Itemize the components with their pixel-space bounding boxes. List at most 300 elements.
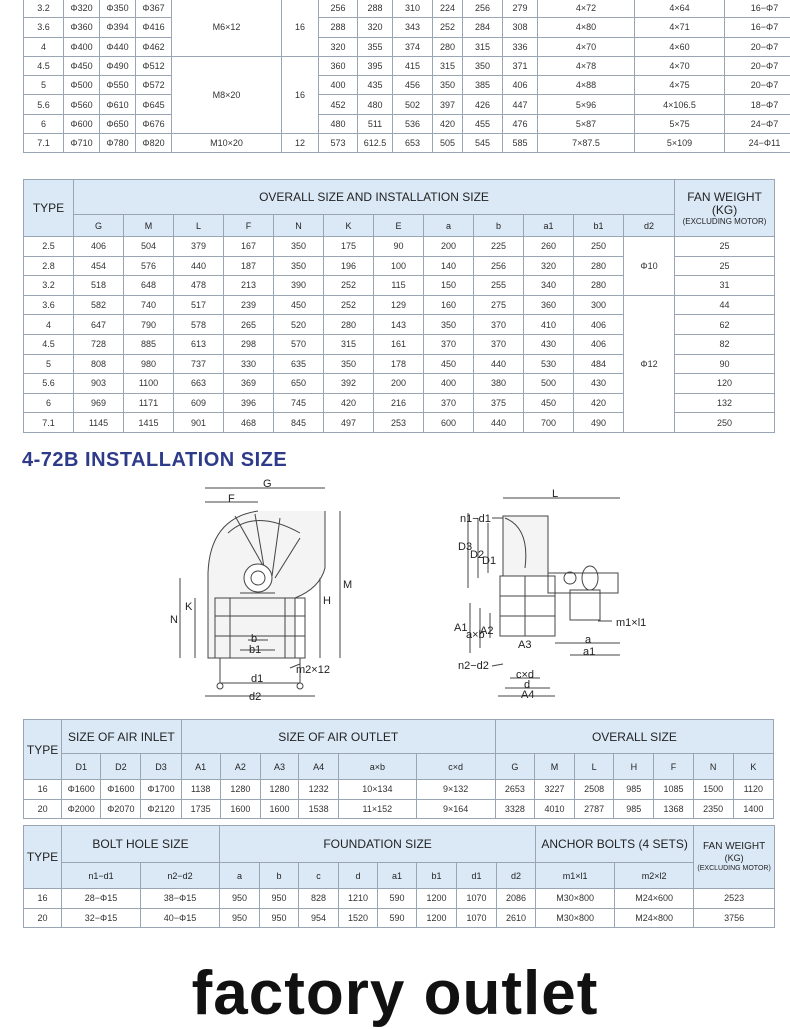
table-cell: M [534, 754, 574, 780]
table-cell: 62 [675, 315, 775, 335]
table-cell: 4×78 [538, 56, 635, 75]
table-cell: 129 [374, 295, 424, 315]
table-cell: 150 [424, 276, 474, 296]
label-m1xl1: m1×l1 [616, 617, 647, 629]
table-cell: 255 [474, 276, 524, 296]
table-cell: 2350 [693, 799, 733, 819]
table-cell: 330 [224, 354, 274, 374]
table-cell: 225 [474, 237, 524, 257]
table-cell: 497 [324, 413, 374, 433]
table-cell: 9×132 [416, 780, 495, 800]
table-cell: Φ394 [100, 18, 136, 37]
factory-outlet-banner: factory outlet [191, 959, 599, 1028]
table-cell: 600 [424, 413, 474, 433]
table-row [24, 18, 790, 37]
table-cell: 950 [220, 908, 260, 928]
table-cell: 406 [74, 237, 124, 257]
table-cell: K [733, 754, 773, 780]
table-cell: 410 [524, 315, 574, 335]
table-cell: 20 [24, 799, 62, 819]
table-cell: Φ416 [136, 18, 172, 37]
label-a4: A4 [521, 689, 535, 701]
table-cell: 28−Φ15 [62, 889, 141, 909]
table-cell: A1 [181, 754, 220, 780]
table-cell: 370 [424, 393, 474, 413]
table-cell: 4×60 [635, 37, 725, 56]
table-cell: 400 [424, 374, 474, 394]
table-cell: Φ550 [100, 76, 136, 95]
table-cell: 885 [124, 334, 174, 354]
table-row [24, 76, 790, 95]
table-cell: 828 [299, 889, 339, 909]
table-cell: 196 [324, 256, 374, 276]
table-cell: H [614, 754, 654, 780]
table-cell: 25 [675, 237, 775, 257]
table-cell: 256 [319, 0, 358, 18]
label-d3: D3 [458, 541, 473, 553]
table-cell: 430 [524, 334, 574, 354]
table-cell: 1735 [181, 799, 220, 819]
table-cell: 1171 [124, 393, 174, 413]
table-cell: 16−Φ7 [725, 0, 790, 18]
table-cell: 518 [74, 276, 124, 296]
table-cell: 700 [524, 413, 574, 433]
table-cell: 500 [524, 374, 574, 394]
table-cell: 4.5 [24, 56, 64, 75]
side-view-drawing [468, 498, 620, 696]
table-cell: 379 [174, 237, 224, 257]
table-cell: 985 [614, 780, 654, 800]
table-cell: 950 [260, 889, 299, 909]
table-cell: 40−Φ15 [141, 908, 220, 928]
table-air-inlet-outlet-overall [23, 719, 774, 819]
table-cell: 132 [675, 393, 775, 413]
table-cell: 545 [463, 134, 503, 153]
foundation-header: FOUNDATION SIZE [220, 826, 536, 863]
table-cell: Φ360 [64, 18, 100, 37]
table-cell: 100 [374, 256, 424, 276]
table-cell: 1070 [457, 908, 497, 928]
table-cell: 280 [574, 276, 624, 296]
table-cell: 38−Φ15 [141, 889, 220, 909]
table-cell: b1 [574, 215, 624, 237]
table-cell: Φ600 [64, 114, 100, 133]
table-row [24, 95, 790, 114]
table-cell: Φ462 [136, 37, 172, 56]
table-cell: 265 [224, 315, 274, 335]
table-cell: 308 [503, 18, 538, 37]
label-a3-upper: A3 [518, 639, 532, 651]
table-cell: 350 [463, 56, 503, 75]
table-cell: 370 [474, 334, 524, 354]
table-cell: A2 [220, 754, 260, 780]
table-cell: 648 [124, 276, 174, 296]
table-cell: 585 [503, 134, 538, 153]
table-cell: 1085 [654, 780, 693, 800]
table-cell: Φ320 [64, 0, 100, 18]
table-cell: 435 [358, 76, 393, 95]
table-cell: 511 [358, 114, 393, 133]
table-cell: 4×80 [538, 18, 635, 37]
table-cell: Φ2070 [101, 799, 141, 819]
table-cell: M [124, 215, 174, 237]
table-cell: 370 [424, 334, 474, 354]
table-cell: n1−d1 [62, 863, 141, 889]
table-row [24, 720, 774, 754]
table-cell: Φ350 [100, 0, 136, 18]
air-inlet-header: SIZE OF AIR INLET [62, 720, 181, 754]
table-cell: 2508 [575, 780, 614, 800]
table-cell: 350 [424, 315, 474, 335]
type-header: TYPE [24, 180, 74, 237]
table-cell: 728 [74, 334, 124, 354]
table-cell: Φ820 [136, 134, 172, 153]
table-cell: 20 [24, 908, 62, 928]
table-cell: M6×12 [172, 0, 282, 56]
label-a1-lower: a1 [583, 646, 596, 658]
table-cell: 360 [319, 56, 358, 75]
anchor-bolts-header: ANCHOR BOLTS (4 SETS) [536, 826, 694, 863]
table-cell: 969 [74, 393, 124, 413]
table-cell: 200 [374, 374, 424, 394]
table-cell: 3.2 [24, 276, 74, 296]
table-cell: 985 [614, 799, 654, 819]
table-cell: 140 [424, 256, 474, 276]
table-cell: 252 [324, 276, 374, 296]
table-cell: 635 [274, 354, 324, 374]
table-cell: 24−Φ11 [725, 134, 790, 153]
table-cell: 310 [393, 0, 433, 18]
table-cell: 1210 [339, 889, 378, 909]
table-cell: 1600 [260, 799, 298, 819]
table-cell: 178 [374, 354, 424, 374]
type-header: TYPE [24, 720, 62, 780]
table-cell: m2×l2 [615, 863, 694, 889]
table-cell: 2523 [694, 889, 775, 909]
table-cell: 298 [224, 334, 274, 354]
table-row [24, 908, 775, 928]
table-cell: 315 [463, 37, 503, 56]
table-cell: 279 [503, 0, 538, 18]
table-cell: 1138 [181, 780, 220, 800]
table-cell: 950 [220, 889, 260, 909]
table-cell: 32−Φ15 [62, 908, 141, 928]
table-cell: 447 [503, 95, 538, 114]
table-cell: G [74, 215, 124, 237]
table-cell: 350 [324, 354, 374, 374]
table-cell: 5 [24, 354, 74, 374]
table-cell: 4×72 [538, 0, 635, 18]
table-cell: 167 [224, 237, 274, 257]
table-cell: 808 [74, 354, 124, 374]
table-cell: a1 [378, 863, 417, 889]
table-cell: 371 [503, 56, 538, 75]
table-cell: Φ572 [136, 76, 172, 95]
table-cell: m1×l1 [536, 863, 615, 889]
table-cell: 406 [503, 76, 538, 95]
table-cell: 440 [474, 413, 524, 433]
table-cell: 653 [393, 134, 433, 153]
table-cell: 16 [282, 56, 319, 133]
table-cell: 737 [174, 354, 224, 374]
table-cell: 1070 [457, 889, 497, 909]
table-cell: 456 [393, 76, 433, 95]
table-cell: 450 [524, 393, 574, 413]
table-cell: 4×106.5 [635, 95, 725, 114]
table-cell: 450 [274, 295, 324, 315]
table-cell: 1120 [733, 780, 773, 800]
table-fan-inlet-outlet-continued [23, 0, 790, 153]
table-cell: 1200 [417, 908, 457, 928]
table-cell: 4010 [534, 799, 574, 819]
table-cell: Φ650 [100, 114, 136, 133]
table-cell: 4×75 [635, 76, 725, 95]
label-b1: b1 [249, 644, 262, 656]
table-row [24, 754, 774, 780]
table-cell: Φ610 [100, 95, 136, 114]
label-k: K [185, 601, 193, 613]
table-cell: 2653 [495, 780, 534, 800]
label-a1-upper: A1 [454, 622, 468, 634]
label-h: H [323, 595, 331, 607]
table-cell: 440 [174, 256, 224, 276]
table-cell: 300 [574, 295, 624, 315]
table-cell: Φ560 [64, 95, 100, 114]
table-cell: 7×87.5 [538, 134, 635, 153]
table-cell: Φ450 [64, 56, 100, 75]
table-cell: 1100 [124, 374, 174, 394]
table-cell: 4 [24, 37, 64, 56]
table-cell: 5×87 [538, 114, 635, 133]
table-cell: a×b [339, 754, 416, 780]
fan-weight-header: FAN WEIGHT (KG) (EXCLUDING MOTOR) [694, 826, 775, 889]
table-cell: F [654, 754, 693, 780]
table-cell: 1280 [220, 780, 260, 800]
label-d: d [524, 679, 531, 691]
table-row [24, 295, 775, 315]
type-header: TYPE [24, 826, 62, 889]
table-cell: Φ512 [136, 56, 172, 75]
table-cell: 420 [324, 393, 374, 413]
table-cell: 25 [675, 256, 775, 276]
table-cell: 420 [433, 114, 463, 133]
table-cell: a1 [524, 215, 574, 237]
table-cell: M10×20 [172, 134, 282, 153]
d2-group-2: Φ12 [624, 295, 675, 432]
table-cell: K [324, 215, 374, 237]
table-cell: Φ1600 [62, 780, 101, 800]
label-a2-upper: A2 [480, 625, 494, 637]
label-a-lower: a [585, 634, 592, 646]
table-cell: 239 [224, 295, 274, 315]
table-cell: 502 [393, 95, 433, 114]
table-cell: Φ1600 [101, 780, 141, 800]
table-cell: 7.1 [24, 134, 64, 153]
table-cell: b [260, 863, 299, 889]
table-cell: 16 [24, 889, 62, 909]
table-cell: 536 [393, 114, 433, 133]
table-cell: 613 [174, 334, 224, 354]
table-cell: 426 [463, 95, 503, 114]
table-cell: 663 [174, 374, 224, 394]
table-cell: 16 [282, 0, 319, 56]
table-cell: 12 [282, 134, 319, 153]
table-cell: A4 [299, 754, 339, 780]
table-cell: a [424, 215, 474, 237]
table-cell: Φ367 [136, 0, 172, 18]
table-cell: 647 [74, 315, 124, 335]
table-cell: 4×88 [538, 76, 635, 95]
table-cell: 256 [463, 0, 503, 18]
table-cell: 1145 [74, 413, 124, 433]
table-cell: A3 [260, 754, 298, 780]
table-cell: 374 [393, 37, 433, 56]
table-cell: 252 [433, 18, 463, 37]
table-cell: 1200 [417, 889, 457, 909]
table-cell: 160 [424, 295, 474, 315]
table-cell: Φ1700 [141, 780, 181, 800]
table-cell: 90 [374, 237, 424, 257]
table-cell: 450 [424, 354, 474, 374]
table-cell: 5×96 [538, 95, 635, 114]
table-cell: 609 [174, 393, 224, 413]
table-cell: 505 [433, 134, 463, 153]
overall-header: OVERALL SIZE [495, 720, 773, 754]
table-cell: 1368 [654, 799, 693, 819]
table-cell: 200 [424, 237, 474, 257]
table-cell: 284 [463, 18, 503, 37]
table-cell: 578 [174, 315, 224, 335]
table-overall-installation-size [23, 179, 775, 433]
table-cell: M8×20 [172, 56, 282, 133]
label-cxd: c×d [516, 669, 535, 681]
table-cell: 1280 [260, 780, 298, 800]
table-cell: N [274, 215, 324, 237]
table-cell: 336 [503, 37, 538, 56]
table-cell: 216 [374, 393, 424, 413]
table-cell: 740 [124, 295, 174, 315]
table-row [24, 863, 775, 889]
table-cell: 320 [358, 18, 393, 37]
table-cell: 2610 [497, 908, 536, 928]
label-f: F [228, 493, 235, 505]
table-cell: Φ490 [100, 56, 136, 75]
table-cell: 1520 [339, 908, 378, 928]
table-cell: 480 [358, 95, 393, 114]
table-cell: 385 [463, 76, 503, 95]
installation-diagram [0, 478, 790, 714]
table-cell: Φ710 [64, 134, 100, 153]
table-cell: 954 [299, 908, 339, 928]
table-cell: a [220, 863, 260, 889]
table-cell: 161 [374, 334, 424, 354]
table-cell: 390 [274, 276, 324, 296]
table-cell: 395 [358, 56, 393, 75]
table-cell: 4×70 [635, 56, 725, 75]
table-cell: 253 [374, 413, 424, 433]
table-cell: M24×600 [615, 889, 694, 909]
table-cell: M30×800 [536, 889, 615, 909]
table-cell: 745 [274, 393, 324, 413]
label-b: b [251, 633, 258, 645]
table-cell: 320 [319, 37, 358, 56]
table-cell: 315 [324, 334, 374, 354]
table-cell: 280 [433, 37, 463, 56]
table-cell: Φ500 [64, 76, 100, 95]
d2-group-1: Φ10 [624, 237, 675, 296]
table-cell: G [495, 754, 534, 780]
table-row [24, 114, 790, 133]
table-cell: b1 [417, 863, 457, 889]
table-cell: L [174, 215, 224, 237]
table-cell: 2787 [575, 799, 614, 819]
table-cell: 476 [503, 114, 538, 133]
table-cell: 901 [174, 413, 224, 433]
table-cell: 406 [574, 315, 624, 335]
table-cell: 650 [274, 374, 324, 394]
label-m2xl2: m2×12 [296, 664, 330, 676]
table-cell: 400 [319, 76, 358, 95]
table-cell: 845 [274, 413, 324, 433]
table-cell: 452 [319, 95, 358, 114]
table-cell: 590 [378, 908, 417, 928]
table-cell: d1 [457, 863, 497, 889]
table-cell: 573 [319, 134, 358, 153]
table-cell: 260 [524, 237, 574, 257]
table-cell: 187 [224, 256, 274, 276]
table-row [24, 0, 790, 18]
table-cell: Φ2120 [141, 799, 181, 819]
table-cell: 520 [274, 315, 324, 335]
table-cell: 5×75 [635, 114, 725, 133]
table-cell: 6 [24, 114, 64, 133]
table-cell: 430 [574, 374, 624, 394]
table-cell: D1 [62, 754, 101, 780]
table-cell: 360 [524, 295, 574, 315]
table-cell: 213 [224, 276, 274, 296]
label-n2d2: n2−d2 [458, 660, 489, 672]
table-cell: d2 [497, 863, 536, 889]
table-cell: 90 [675, 354, 775, 374]
label-n1d1: n1−d1 [460, 513, 491, 525]
table-cell: 275 [474, 295, 524, 315]
table-cell: 3.6 [24, 295, 74, 315]
table-cell: c×d [416, 754, 495, 780]
table-cell: 120 [675, 374, 775, 394]
table-cell: 44 [675, 295, 775, 315]
label-g: G [263, 478, 272, 490]
table-cell: 2086 [497, 889, 536, 909]
table-cell: 4×71 [635, 18, 725, 37]
table-cell: F [224, 215, 274, 237]
table-cell: 343 [393, 18, 433, 37]
label-d2-side: D2 [470, 549, 485, 561]
table-cell: 3756 [694, 908, 775, 928]
table-cell: 82 [675, 334, 775, 354]
table-cell: Φ2000 [62, 799, 101, 819]
table-cell: 582 [74, 295, 124, 315]
label-d1: d1 [251, 673, 264, 685]
table-row [24, 889, 775, 909]
table-cell: 20−Φ7 [725, 56, 790, 75]
table-cell: 612.5 [358, 134, 393, 153]
bolt-hole-header: BOLT HOLE SIZE [62, 826, 220, 863]
table-cell: 5×109 [635, 134, 725, 153]
table-cell: 1232 [299, 780, 339, 800]
table-cell: 320 [524, 256, 574, 276]
table-cell: M30×800 [536, 908, 615, 928]
table-row [24, 56, 790, 75]
